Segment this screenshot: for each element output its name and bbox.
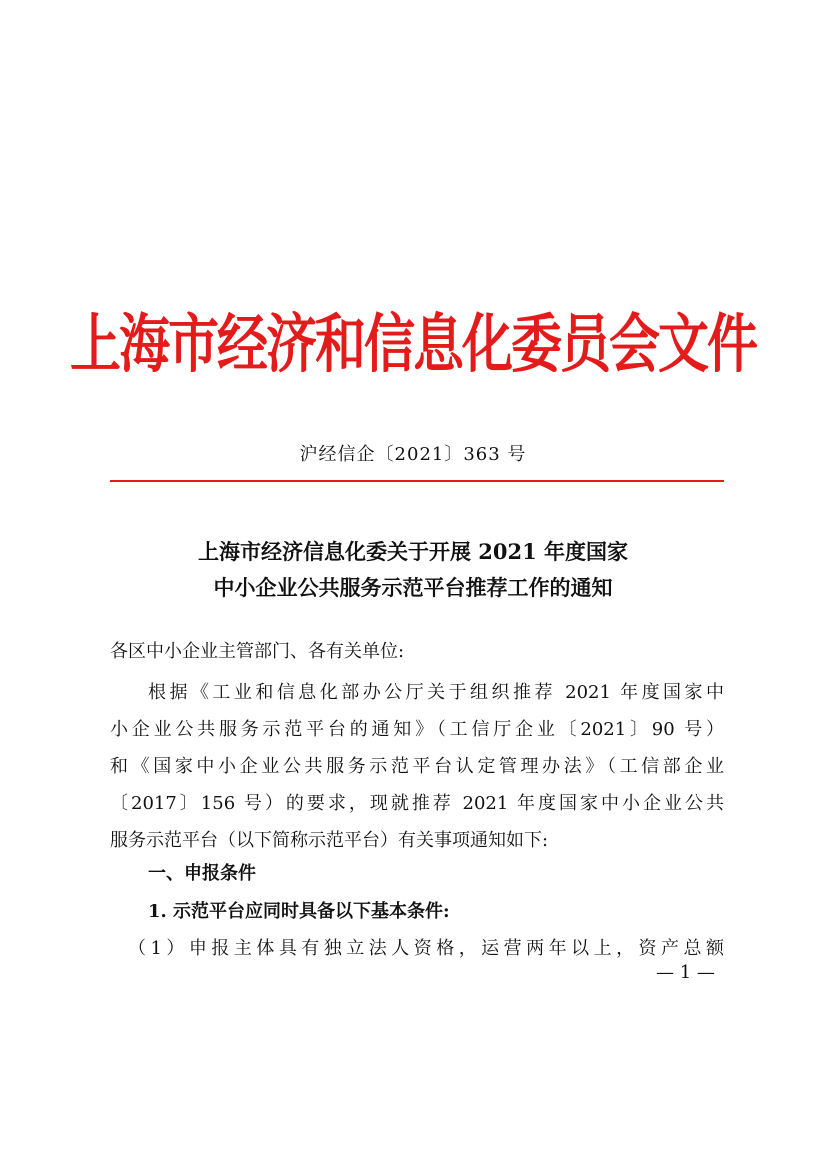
paragraph-line: 根据《工业和信息化部办公厅关于组织推荐 2021 年度国家中 [148, 682, 724, 703]
notice-title-line-2: 中小企业公共服务示范平台推荐工作的通知 [213, 575, 613, 600]
red-divider [110, 480, 724, 482]
paragraph-line: 〔2017〕156 号）的要求，现就推荐 2021 年度国家中小企业公共 [110, 793, 724, 814]
salutation: 各区中小企业主管部门、各有关单位: [110, 641, 405, 662]
subsection-heading: 1. 示范平台应同时具备以下基本条件: [148, 901, 450, 922]
notice-title-line-1: 上海市经济信息化委关于开展 2021 年度国家 [197, 539, 629, 564]
section-heading: 一、申报条件 [148, 863, 256, 884]
paragraph-line: 服务示范平台（以下简称示范平台）有关事项通知如下: [110, 830, 549, 851]
paragraph-line: 和《国家中小企业公共服务示范平台认定管理办法》（工信部企业 [110, 756, 724, 777]
document-number: 沪经信企〔2021〕363 号 [299, 444, 527, 465]
issuer-title: 上海市经济和信息化委员会文件 [69, 307, 756, 382]
paragraph-line: 小企业公共服务示范平台的通知》（工信厅企业〔2021〕90 号） [110, 719, 724, 740]
page-number: — 1 — [656, 962, 715, 983]
item-line: （1）申报主体具有独立法人资格，运营两年以上，资产总额 [128, 938, 724, 959]
